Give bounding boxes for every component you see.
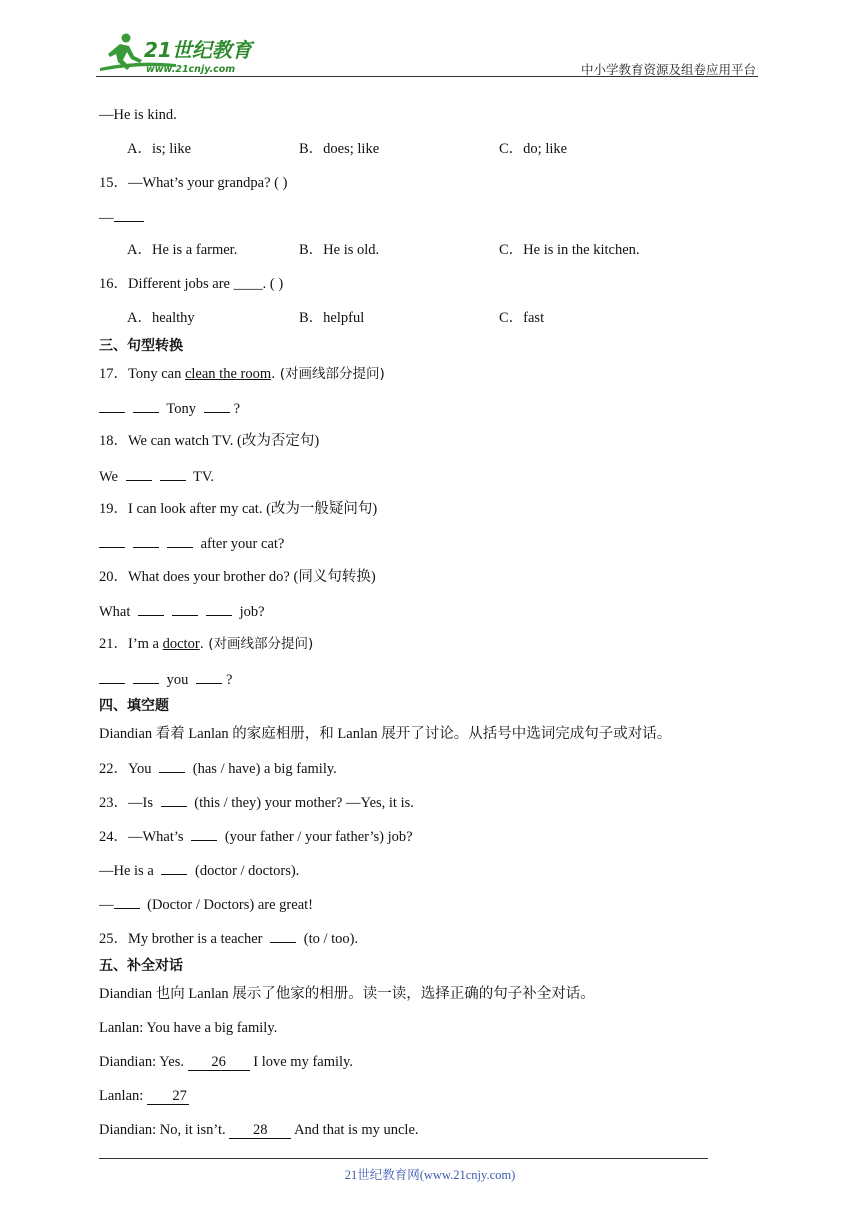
section-3-title: 三、句型转换	[99, 338, 183, 354]
footer-rule	[99, 1158, 708, 1159]
option-a: A．He is a farmer.	[127, 242, 238, 258]
header-rule	[96, 76, 758, 77]
answer-line-20: What job?	[99, 601, 265, 622]
answer-line-18: We TV.	[99, 466, 214, 487]
logo	[96, 30, 266, 76]
question-16: 16．Different jobs are ____. ( )	[99, 276, 284, 292]
option-b: B．does; like	[299, 141, 380, 157]
answer-line-19: after your cat?	[99, 533, 284, 554]
svg-text:www.21cnjy.com: www.21cnjy.com	[146, 64, 236, 75]
section-4-intro: Diandian 看着 Lanlan 的家庭相册，和 Lanlan 展开了讨论。从括号中选词完成句子或对话。	[99, 726, 672, 742]
option-b: B．helpful	[299, 310, 365, 326]
section-5-title: 五、补全对话	[99, 958, 183, 974]
runner-logo-icon	[96, 30, 266, 76]
platform-label: 中小学教育资源及组卷应用平台	[580, 62, 756, 77]
dialogue-line-2: Diandian: Yes. 26 I love my family.	[99, 1054, 353, 1070]
section-5-intro: Diandian 也向 Lanlan 展示了他家的相册。读一读，选择正确的句子补全对话。	[99, 986, 595, 1002]
question-21: 21．I’m a doctor. (对画线部分提问)	[99, 636, 314, 652]
answer-line: —He is kind.	[99, 107, 177, 123]
blank-28: 28	[229, 1122, 291, 1139]
question-24-b: —He is a (doctor / doctors).	[99, 860, 299, 881]
answer-line-17: Tony ?	[99, 398, 240, 419]
question-25: 25．My brother is a teacher (to / too).	[99, 928, 358, 949]
option-c: C．do; like	[499, 141, 568, 157]
option-c: C．He is in the kitchen.	[499, 242, 640, 258]
question-23: 23．—Is (this / they) your mother? —Yes, it is.	[99, 792, 414, 813]
question-22: 22．You (has / have) a big family.	[99, 758, 337, 779]
blank-26: 26	[188, 1054, 250, 1071]
question-17: 17．Tony can clean the room. (对画线部分提问)	[99, 366, 385, 382]
option-b: B．He is old.	[299, 242, 380, 258]
page-header	[96, 30, 758, 78]
question-24: 24．—What’s (your father / your father’s) job?	[99, 826, 413, 847]
option-c: C．fast	[499, 310, 545, 326]
answer-line-15: —	[99, 207, 144, 228]
section-4-title: 四、填空题	[99, 698, 169, 714]
footer-link[interactable]: 21世纪教育网(www.21cnjy.com)	[344, 1168, 516, 1182]
question-15: 15．—What’s your grandpa? ( )	[99, 175, 288, 191]
option-a: A．healthy	[127, 310, 195, 326]
dialogue-line-4: Diandian: No, it isn’t. 28 And that is my uncle.	[99, 1122, 419, 1138]
dialogue-line-1: Lanlan: You have a big family.	[99, 1020, 278, 1036]
question-18: 18．We can watch TV. (改为否定句)	[99, 433, 320, 449]
question-24-c: — (Doctor / Doctors) are great!	[99, 894, 313, 915]
dialogue-line-3: Lanlan: 27	[99, 1088, 187, 1104]
answer-line-21: you ?	[99, 669, 232, 690]
svg-text:21世纪教育: 21世纪教育	[144, 38, 252, 62]
question-20: 20．What does your brother do? (同义句转换)	[99, 569, 376, 585]
option-a: A．is; like	[127, 141, 192, 157]
blank-27: 27	[147, 1088, 189, 1105]
question-19: 19．I can look after my cat. (改为一般疑问句)	[99, 501, 378, 517]
